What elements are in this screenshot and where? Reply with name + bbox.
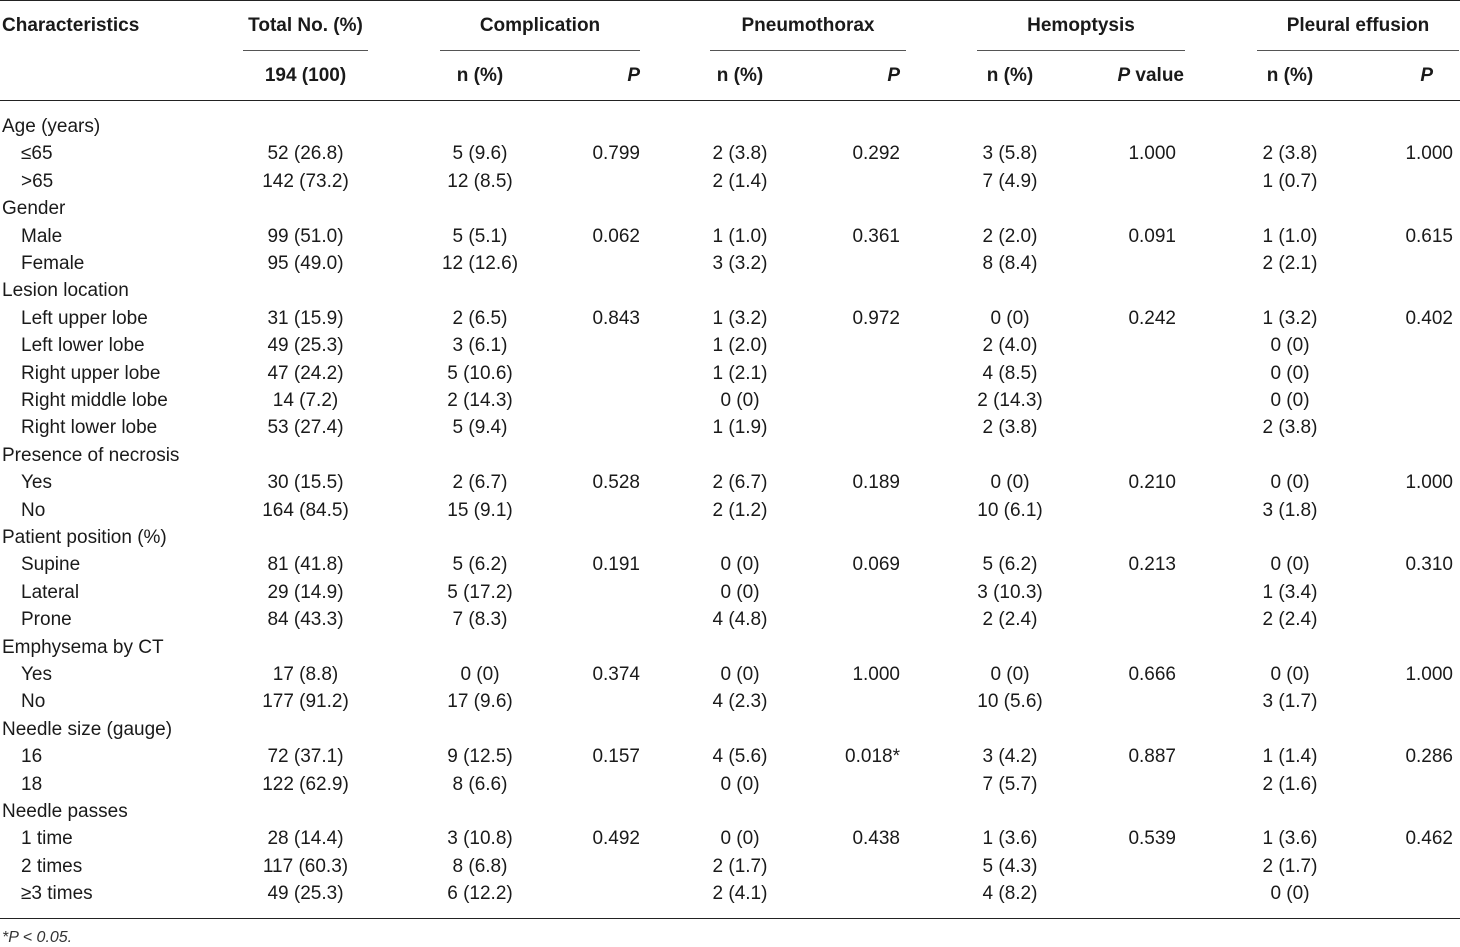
row-label: No bbox=[21, 499, 46, 521]
cell-hemoptysis-n: 2 (3.8) bbox=[982, 417, 1038, 439]
cell-hemoptysis-p: 0.213 bbox=[1128, 554, 1176, 576]
subheader-pneumothorax-p: P bbox=[887, 65, 900, 86]
cell-pneumothorax-n: 1 (2.1) bbox=[712, 362, 768, 384]
table-row bbox=[0, 825, 1460, 852]
header-pneumothorax-underline bbox=[710, 50, 906, 51]
cell-pneumothorax-p: 0.018* bbox=[845, 746, 900, 768]
cell-pneumothorax-n: 2 (1.7) bbox=[712, 855, 768, 877]
cell-pleural-effusion-n: 0 (0) bbox=[1270, 335, 1310, 357]
table-row bbox=[0, 360, 1460, 387]
cell-pleural-effusion-n: 1 (1.4) bbox=[1262, 746, 1318, 768]
row-label: Yes bbox=[21, 472, 52, 494]
row-label: Yes bbox=[21, 664, 52, 685]
cell-pneumothorax-n: 3 (3.2) bbox=[712, 253, 768, 274]
cell-complication-n: 5 (9.4) bbox=[452, 417, 508, 439]
subheader-pleural-effusion-p: P bbox=[1420, 65, 1433, 86]
cell-pleural-effusion-n: 0 (0) bbox=[1270, 362, 1310, 384]
cell-complication-p: 0.843 bbox=[592, 307, 640, 329]
cell-complication-n: 5 (6.2) bbox=[452, 554, 508, 576]
cell-hemoptysis-n: 2 (2.4) bbox=[982, 609, 1038, 631]
cell-hemoptysis-p: 0.666 bbox=[1128, 664, 1176, 685]
row-label: Right lower lobe bbox=[21, 417, 158, 439]
cell-pleural-effusion-n: 1 (0.7) bbox=[1262, 170, 1318, 192]
cell-pneumothorax-n: 0 (0) bbox=[720, 773, 760, 795]
cell-pneumothorax-p: 0.361 bbox=[852, 225, 900, 247]
cell-total: 52 (26.8) bbox=[267, 143, 344, 165]
cell-hemoptysis-n: 7 (4.9) bbox=[982, 170, 1038, 192]
category-row bbox=[0, 277, 1460, 304]
table-row bbox=[0, 305, 1460, 332]
cell-pneumothorax-n: 1 (1.9) bbox=[712, 417, 768, 439]
subheader-complication-n: n (%) bbox=[456, 65, 504, 86]
header-total-underline bbox=[243, 50, 368, 51]
cell-pneumothorax-n: 4 (5.6) bbox=[712, 746, 768, 768]
row-label: 2 times bbox=[21, 855, 83, 877]
category-row bbox=[0, 716, 1460, 743]
header-complication-underline bbox=[440, 50, 640, 51]
table-row bbox=[0, 469, 1460, 496]
cell-pleural-effusion-n: 2 (1.6) bbox=[1262, 773, 1318, 795]
cell-total: 177 (91.2) bbox=[262, 691, 349, 713]
row-label: Left upper lobe bbox=[21, 307, 148, 329]
category-row bbox=[0, 195, 1460, 222]
cell-total: 95 (49.0) bbox=[267, 253, 344, 274]
cell-pneumothorax-n: 2 (4.1) bbox=[712, 883, 768, 905]
subheader-pleural-effusion-n: n (%) bbox=[1266, 65, 1314, 86]
cell-total: 142 (73.2) bbox=[262, 170, 349, 192]
row-label: Lateral bbox=[21, 581, 80, 603]
cell-hemoptysis-n: 4 (8.2) bbox=[982, 883, 1038, 905]
table-row bbox=[0, 579, 1460, 606]
table-row bbox=[0, 771, 1460, 798]
row-label: Right upper lobe bbox=[21, 362, 161, 384]
row-label: No bbox=[21, 691, 46, 713]
category-label: Presence of necrosis bbox=[2, 444, 180, 466]
category-row bbox=[0, 524, 1460, 551]
cell-hemoptysis-n: 2 (4.0) bbox=[982, 335, 1038, 357]
cell-total: 47 (24.2) bbox=[267, 362, 344, 384]
cell-pleural-effusion-n: 1 (3.2) bbox=[1262, 307, 1318, 329]
category-row bbox=[0, 634, 1460, 661]
cell-complication-p: 0.528 bbox=[592, 472, 640, 494]
cell-complication-n: 2 (14.3) bbox=[447, 390, 513, 411]
table-top-rule bbox=[0, 0, 1460, 1]
table-row bbox=[0, 168, 1460, 195]
table-row bbox=[0, 743, 1460, 770]
category-label: Needle size (gauge) bbox=[2, 718, 173, 740]
cell-complication-n: 15 (9.1) bbox=[447, 499, 513, 521]
cell-pneumothorax-n: 4 (2.3) bbox=[712, 691, 768, 713]
cell-complication-n: 8 (6.8) bbox=[452, 855, 508, 877]
cell-hemoptysis-n: 4 (8.5) bbox=[982, 362, 1038, 384]
cell-complication-n: 6 (12.2) bbox=[447, 883, 513, 905]
cell-complication-n: 17 (9.6) bbox=[447, 691, 513, 713]
cell-pneumothorax-n: 0 (0) bbox=[720, 581, 760, 603]
cell-total: 49 (25.3) bbox=[267, 883, 344, 905]
cell-complication-n: 3 (6.1) bbox=[452, 335, 508, 357]
cell-complication-n: 7 (8.3) bbox=[452, 609, 508, 631]
cell-complication-p: 0.157 bbox=[592, 746, 640, 768]
cell-pleural-effusion-n: 0 (0) bbox=[1270, 664, 1310, 685]
cell-complication-p: 0.062 bbox=[592, 225, 640, 247]
row-label: Left lower lobe bbox=[21, 335, 145, 357]
cell-total: 117 (60.3) bbox=[262, 855, 349, 877]
header-characteristics: Characteristics bbox=[2, 15, 140, 36]
cell-complication-p: 0.374 bbox=[592, 664, 640, 685]
cell-pneumothorax-p: 1.000 bbox=[852, 664, 900, 685]
cell-pneumothorax-n: 0 (0) bbox=[720, 554, 760, 576]
cell-pneumothorax-n: 2 (1.2) bbox=[712, 499, 768, 521]
category-label: Lesion location bbox=[2, 280, 129, 302]
cell-hemoptysis-n: 0 (0) bbox=[990, 472, 1030, 494]
cell-pleural-effusion-n: 2 (1.7) bbox=[1262, 855, 1318, 877]
cell-pleural-effusion-p: 0.462 bbox=[1405, 828, 1453, 850]
cell-pneumothorax-n: 4 (4.8) bbox=[712, 609, 768, 631]
cell-pleural-effusion-n: 1 (3.6) bbox=[1262, 828, 1318, 850]
cell-pneumothorax-n: 2 (3.8) bbox=[712, 143, 768, 165]
cell-pleural-effusion-p: 0.286 bbox=[1405, 746, 1453, 768]
cell-complication-n: 12 (12.6) bbox=[441, 253, 519, 274]
cell-hemoptysis-n: 3 (4.2) bbox=[982, 746, 1038, 768]
cell-complication-n: 9 (12.5) bbox=[447, 746, 513, 768]
cell-total: 72 (37.1) bbox=[267, 746, 344, 768]
cell-hemoptysis-p: 1.000 bbox=[1128, 143, 1176, 165]
row-label: 16 bbox=[21, 746, 43, 768]
row-label: Male bbox=[21, 225, 63, 247]
cell-total: 53 (27.4) bbox=[267, 417, 344, 439]
cell-pneumothorax-n: 2 (1.4) bbox=[712, 170, 768, 192]
table-row bbox=[0, 497, 1460, 524]
cell-total: 14 (7.2) bbox=[272, 390, 339, 411]
cell-pleural-effusion-p: 0.402 bbox=[1405, 307, 1453, 329]
cell-pleural-effusion-n: 2 (2.4) bbox=[1262, 609, 1318, 631]
cell-total: 30 (15.5) bbox=[267, 472, 344, 494]
category-row bbox=[0, 113, 1460, 140]
subheader-pneumothorax-n: n (%) bbox=[716, 65, 764, 86]
cell-hemoptysis-n: 3 (10.3) bbox=[977, 581, 1043, 603]
category-row bbox=[0, 442, 1460, 469]
table-bottom-rule bbox=[0, 918, 1460, 919]
cell-total: 122 (62.9) bbox=[262, 773, 349, 795]
table-row bbox=[0, 880, 1460, 907]
cell-hemoptysis-n: 1 (3.6) bbox=[982, 828, 1038, 850]
cell-total: 84 (43.3) bbox=[267, 609, 344, 631]
cell-pleural-effusion-n: 3 (1.7) bbox=[1262, 691, 1318, 713]
category-label: Gender bbox=[2, 198, 66, 220]
cell-pleural-effusion-n: 0 (0) bbox=[1270, 390, 1310, 411]
cell-pleural-effusion-n: 2 (3.8) bbox=[1262, 143, 1318, 165]
cell-hemoptysis-n: 2 (14.3) bbox=[977, 390, 1043, 411]
header-pleural-effusion-underline bbox=[1257, 50, 1459, 51]
row-label: 1 time bbox=[21, 828, 73, 850]
header-total: Total No. (%) bbox=[248, 15, 363, 36]
subheader-hemoptysis-p-letter: P bbox=[1117, 65, 1131, 86]
cell-pleural-effusion-n: 2 (3.8) bbox=[1262, 417, 1318, 439]
cell-pleural-effusion-p: 0.310 bbox=[1405, 554, 1453, 576]
header-pleural-effusion: Pleural effusion bbox=[1286, 15, 1430, 36]
category-label: Needle passes bbox=[2, 801, 128, 822]
cell-pneumothorax-p: 0.292 bbox=[852, 143, 900, 165]
cell-pneumothorax-p: 0.189 bbox=[852, 472, 900, 494]
cell-pleural-effusion-p: 1.000 bbox=[1405, 664, 1453, 685]
table-row bbox=[0, 387, 1460, 414]
cell-total: 17 (8.8) bbox=[272, 664, 339, 685]
cell-complication-n: 5 (10.6) bbox=[447, 362, 513, 384]
cell-pneumothorax-n: 1 (3.2) bbox=[712, 307, 768, 329]
cell-pleural-effusion-n: 0 (0) bbox=[1270, 472, 1310, 494]
cell-total: 29 (14.9) bbox=[267, 581, 344, 603]
row-label: Supine bbox=[21, 554, 81, 576]
cell-hemoptysis-p: 0.242 bbox=[1128, 307, 1176, 329]
table-row bbox=[0, 606, 1460, 633]
table-row bbox=[0, 223, 1460, 250]
row-label: ≥3 times bbox=[21, 883, 93, 905]
cell-hemoptysis-p: 0.887 bbox=[1128, 746, 1176, 768]
table-row bbox=[0, 853, 1460, 880]
subheader-complication-p: P bbox=[627, 65, 640, 86]
row-label: 18 bbox=[21, 773, 43, 795]
cell-hemoptysis-n: 2 (2.0) bbox=[982, 225, 1038, 247]
subheader-hemoptysis-n: n (%) bbox=[986, 65, 1034, 86]
cell-pleural-effusion-p: 1.000 bbox=[1405, 143, 1453, 165]
row-label: Female bbox=[21, 253, 85, 274]
cell-pneumothorax-p: 0.069 bbox=[852, 554, 900, 576]
cell-hemoptysis-n: 10 (5.6) bbox=[977, 691, 1043, 713]
cell-hemoptysis-n: 0 (0) bbox=[990, 307, 1030, 329]
cell-pleural-effusion-n: 2 (2.1) bbox=[1262, 253, 1318, 274]
table-row bbox=[0, 332, 1460, 359]
table-row bbox=[0, 250, 1460, 277]
cell-hemoptysis-p: 0.091 bbox=[1128, 225, 1176, 247]
subheader-hemoptysis-p-value bbox=[1076, 65, 1184, 87]
cell-total: 49 (25.3) bbox=[267, 335, 344, 357]
cell-total: 31 (15.9) bbox=[267, 307, 344, 329]
cell-pneumothorax-n: 1 (1.0) bbox=[712, 225, 768, 247]
row-label: >65 bbox=[21, 170, 54, 192]
category-label: Emphysema by CT bbox=[2, 636, 164, 658]
cell-hemoptysis-n: 5 (6.2) bbox=[982, 554, 1038, 576]
table-row bbox=[0, 140, 1460, 167]
cell-pleural-effusion-p: 1.000 bbox=[1405, 472, 1453, 494]
row-label: Right middle lobe bbox=[21, 390, 168, 411]
cell-complication-n: 3 (10.8) bbox=[447, 828, 513, 850]
cell-pleural-effusion-p: 0.615 bbox=[1405, 225, 1453, 247]
cell-hemoptysis-n: 3 (5.8) bbox=[982, 143, 1038, 165]
subheader-hemoptysis-value-word: value bbox=[1130, 65, 1184, 86]
cell-total: 99 (51.0) bbox=[267, 225, 344, 247]
cell-total: 164 (84.5) bbox=[262, 499, 349, 521]
row-label: ≤65 bbox=[21, 143, 53, 165]
category-label: Patient position (%) bbox=[2, 527, 167, 548]
cell-complication-n: 2 (6.7) bbox=[452, 472, 508, 494]
cell-complication-p: 0.799 bbox=[592, 143, 640, 165]
cell-complication-n: 5 (5.1) bbox=[452, 225, 508, 247]
category-row bbox=[0, 798, 1460, 825]
header-hemoptysis-underline bbox=[977, 50, 1185, 51]
cell-pneumothorax-p: 0.438 bbox=[852, 828, 900, 850]
footnote: *P < 0.05. bbox=[2, 929, 73, 946]
cell-complication-n: 8 (6.6) bbox=[452, 773, 508, 795]
cell-pneumothorax-n: 0 (0) bbox=[720, 390, 760, 411]
cell-pleural-effusion-n: 1 (3.4) bbox=[1262, 581, 1318, 603]
cell-pleural-effusion-n: 3 (1.8) bbox=[1262, 499, 1318, 521]
cell-pleural-effusion-n: 0 (0) bbox=[1270, 883, 1310, 905]
cell-pneumothorax-p: 0.972 bbox=[852, 307, 900, 329]
cell-pneumothorax-n: 1 (2.0) bbox=[712, 335, 768, 357]
cell-total: 81 (41.8) bbox=[267, 554, 344, 576]
header-pneumothorax: Pneumothorax bbox=[741, 15, 875, 36]
cell-pleural-effusion-n: 0 (0) bbox=[1270, 554, 1310, 576]
cell-complication-n: 5 (17.2) bbox=[447, 581, 513, 603]
cell-hemoptysis-n: 5 (4.3) bbox=[982, 855, 1038, 877]
cell-complication-n: 12 (8.5) bbox=[447, 170, 513, 192]
table-row bbox=[0, 661, 1460, 688]
cell-pneumothorax-n: 0 (0) bbox=[720, 664, 760, 685]
cell-hemoptysis-n: 10 (6.1) bbox=[977, 499, 1043, 521]
cell-complication-p: 0.191 bbox=[592, 554, 640, 576]
cell-pleural-effusion-n: 1 (1.0) bbox=[1262, 225, 1318, 247]
table-row bbox=[0, 414, 1460, 441]
header-complication: Complication bbox=[479, 15, 601, 36]
row-label: Prone bbox=[21, 609, 72, 631]
table-row bbox=[0, 551, 1460, 578]
header-hemoptysis: Hemoptysis bbox=[1027, 15, 1135, 36]
cell-hemoptysis-p: 0.210 bbox=[1128, 472, 1176, 494]
cell-complication-n: 5 (9.6) bbox=[452, 143, 508, 165]
table-header-rule bbox=[0, 100, 1460, 101]
cell-hemoptysis-n: 8 (8.4) bbox=[982, 253, 1038, 274]
cell-hemoptysis-n: 7 (5.7) bbox=[982, 773, 1038, 795]
cell-complication-n: 2 (6.5) bbox=[452, 307, 508, 329]
cell-hemoptysis-n: 0 (0) bbox=[990, 664, 1030, 685]
cell-pneumothorax-n: 0 (0) bbox=[720, 828, 760, 850]
cell-hemoptysis-p: 0.539 bbox=[1128, 828, 1176, 850]
cell-total: 28 (14.4) bbox=[267, 828, 344, 850]
cell-complication-n: 0 (0) bbox=[460, 664, 500, 685]
cell-pneumothorax-n: 2 (6.7) bbox=[712, 472, 768, 494]
table-row bbox=[0, 688, 1460, 715]
category-label: Age (years) bbox=[2, 116, 101, 137]
cell-complication-p: 0.492 bbox=[592, 828, 640, 850]
subheader-total: 194 (100) bbox=[264, 65, 347, 86]
